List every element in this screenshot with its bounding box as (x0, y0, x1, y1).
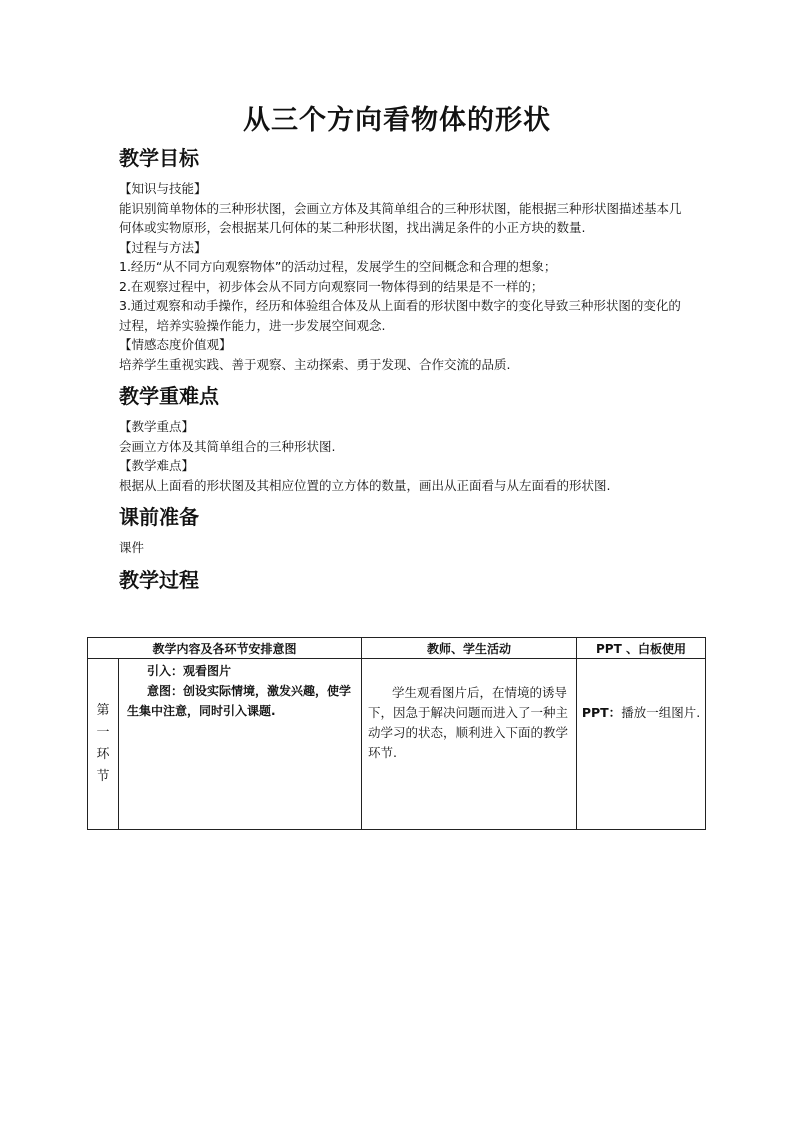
section-heading-objectives: 教学目标 (119, 146, 199, 170)
intro-cell (119, 659, 362, 830)
section-heading-process: 教学过程 (119, 567, 199, 592)
stage-cell (88, 659, 119, 830)
activity-cell (362, 659, 577, 830)
ppt-text: 播放一组图片. (621, 705, 701, 720)
page-title: 从三个方向看物体的形状 (243, 105, 551, 136)
knowledge-text: 能识别简单物体的三种形状图，会画立方体及其简单组合的三种形状图，能根据三种形状图描述基本几何体或实物原形，会根据某几何体的某二种形状图，找出满足条件的小正方块的数量. (119, 200, 682, 235)
table-header-ppt: PPT 、白板使用 (577, 638, 706, 659)
emotion-text: 培养学生重视实践、善于观察、主动探索、勇于发现、合作交流的品质. (119, 356, 511, 372)
stage-char: 第 (96, 703, 110, 718)
process-method-tag: 【过程与方法】 (119, 239, 207, 255)
process-item-2: 2.在观察过程中，初步体会从不同方向观察同一物体得到的结果是不一样的； (119, 278, 544, 294)
knowledge-tag: 【知识与技能】 (119, 181, 207, 196)
table-row (88, 659, 706, 830)
intro-line: 引入：观看图片 (147, 664, 232, 678)
section-heading-preparation: 课前准备 (119, 505, 199, 529)
intro-purpose: 意图：创设实际情境，激发兴趣，使学生集中注意，同时引入课题. (127, 684, 352, 718)
stage-char: 环 (96, 747, 110, 762)
process-item-1: 1.经历“从不同方向观察物体”的活动过程，发展学生的空间概念和合理的想象； (119, 259, 557, 274)
stage-char: 一 (96, 725, 110, 740)
emotion-tag: 【情感态度价值观】 (119, 337, 232, 352)
preparation-text: 课件 (119, 540, 145, 555)
difficulty-text: 根据从上面看的形状图及其相应位置的立方体的数量，画出从正面看与从左面看的形状图. (119, 477, 611, 493)
table-header-activity: 教师、学生活动 (362, 638, 577, 659)
table-header-row (88, 638, 706, 659)
focus-tag: 【教学重点】 (119, 419, 195, 434)
focus-text: 会画立方体及其简单组合的三种形状图. (119, 438, 336, 454)
ppt-cell (577, 659, 706, 830)
section-heading-key-points: 教学重难点 (119, 384, 219, 408)
stage-char: 节 (96, 769, 110, 784)
process-item-3: 3.通过观察和动手操作，经历和体验组合体及从上面看的形状图中数字的变化导致三种形状图的变化的过程，培养实验操作能力，进一步发展空间观念. (119, 298, 681, 333)
activity-text: 学生观看图片后，在情境的诱导下，因急于解决问题而进入了一种主动学习的状态，顺利进入下面的教学环节. (368, 685, 569, 760)
document-body (119, 142, 689, 597)
table-header-content: 教学内容及各环节安排意图 (88, 638, 362, 659)
difficulty-tag: 【教学难点】 (119, 458, 195, 473)
ppt-label: PPT： (581, 705, 622, 720)
teaching-process-table (87, 637, 706, 830)
